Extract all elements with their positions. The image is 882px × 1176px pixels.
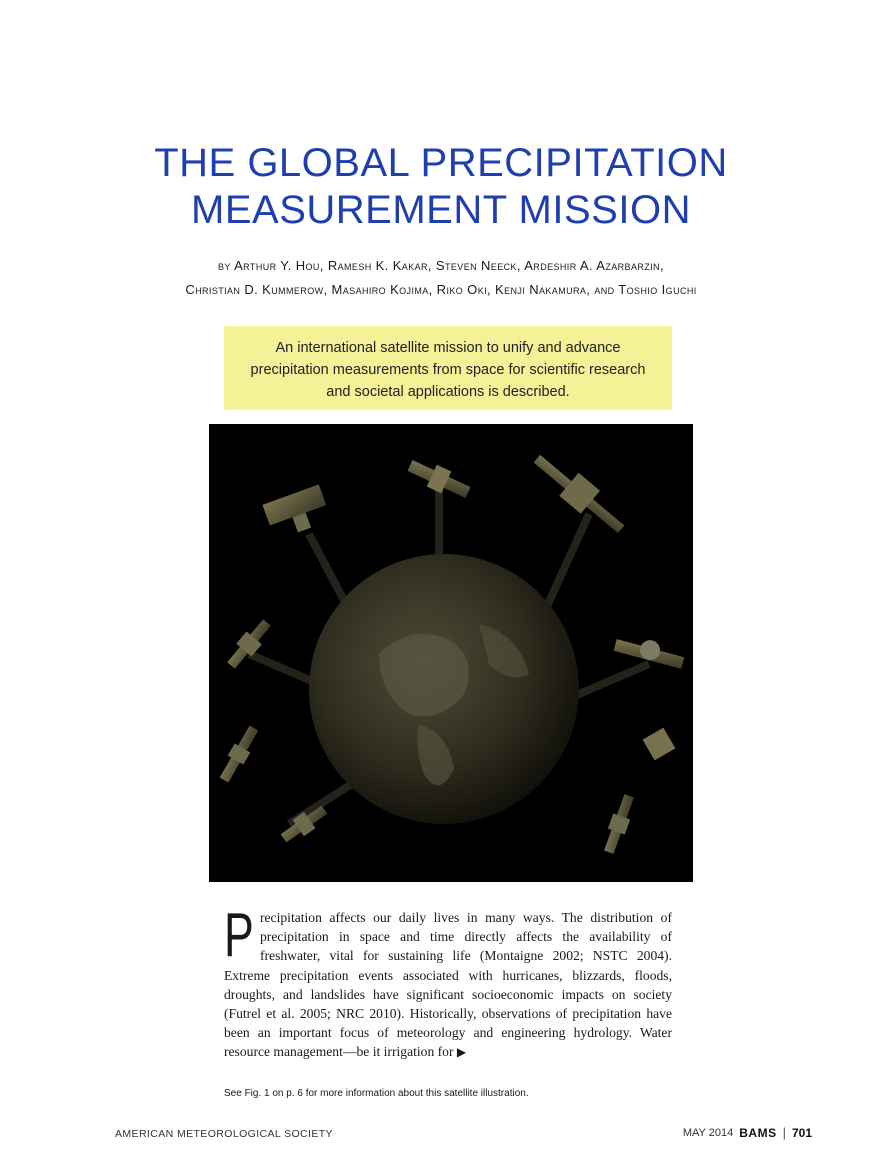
author-list [0, 254, 882, 302]
drop-cap: P [224, 901, 254, 970]
figure-caption: See Fig. 1 on p. 6 for more information about this satellite illustration. [224, 1088, 529, 1099]
title-line-1: THE GLOBAL PRECIPITATION [154, 141, 728, 185]
footer-date: MAY 2014 [682, 1126, 734, 1139]
abstract-box [224, 326, 672, 410]
satellite-figure [209, 424, 693, 882]
footer-page-info [683, 1125, 812, 1140]
title-line-2: MEASUREMENT MISSION [191, 188, 691, 232]
page-number: 701 [791, 1125, 812, 1140]
article-body [224, 901, 672, 1063]
journal-logo: BAMS [739, 1125, 777, 1140]
footer-society: AMERICAN METEOROLOGICAL SOCIETY [115, 1128, 333, 1140]
body-paragraph: recipitation affects our daily lives in many ways. The distribution of precipitation in space and time directly affects the availability of freshwater, vital for sustaining life (Montaigne 2002; NSTC 2004). Extreme precipitation events associated with hurricanes, blizzards, floods, droughts, and landslides have significant socioeconomic impacts on society (Futrel et al. 2005; NRC 2010). Historically, observations of precipitation have been an important focus of meteorology and engineering hydrology. Water resource management—be it irrigation for [224, 910, 672, 1060]
satellite-constellation-illustration [209, 424, 693, 882]
footer-separator: | [782, 1125, 786, 1140]
authors-line-2: Christian D. Kummerow, Masahiro Kojima, Riko Oki, Kenji Nakamura, and Toshio Iguchi [185, 282, 697, 297]
article-title [0, 140, 882, 234]
authors-line-1: by Arthur Y. Hou, Ramesh K. Kakar, Steven Neeck, Ardeshir A. Azarbarzin, [218, 258, 664, 273]
continue-arrow-icon: ▶ [456, 1045, 467, 1060]
abstract-text: An international satellite mission to unify and advance precipitation measurements from space for scientific research and societal applications is described. [250, 340, 646, 400]
